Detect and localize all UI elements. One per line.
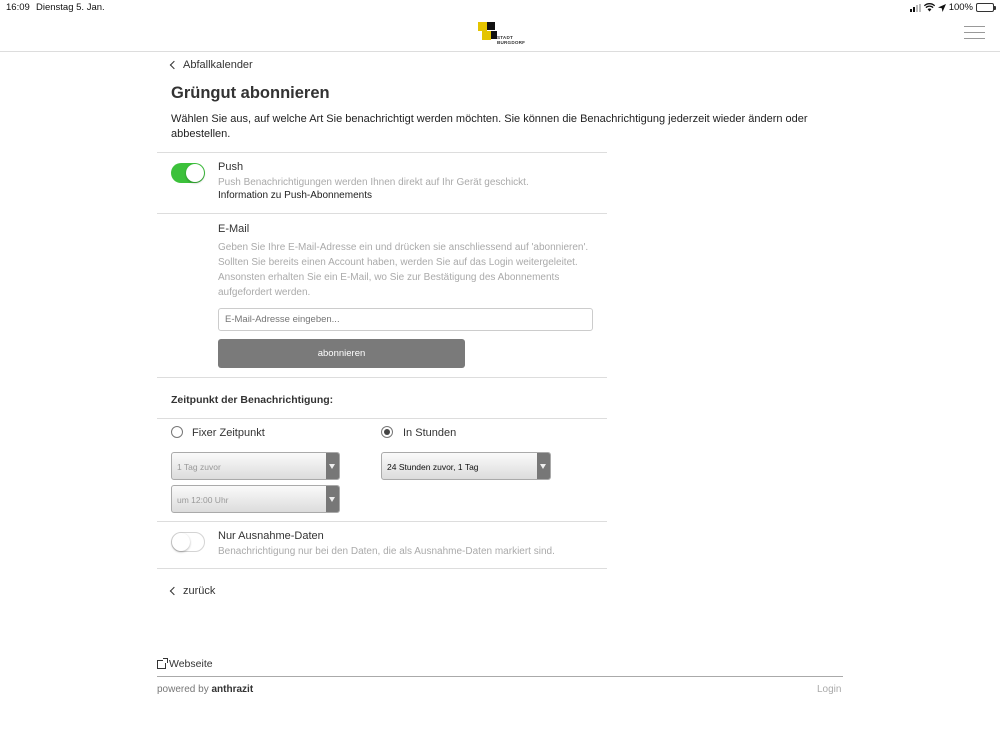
location-icon xyxy=(938,4,946,12)
subscribe-button[interactable]: abonnieren xyxy=(218,339,465,368)
email-input[interactable] xyxy=(218,308,593,331)
select-days-before[interactable] xyxy=(171,452,340,480)
chevron-down-icon xyxy=(326,453,339,479)
select-time-of-day[interactable] xyxy=(171,485,340,513)
select-days-before-value: 1 Tag zuvor xyxy=(177,462,221,472)
app-header xyxy=(0,16,1000,52)
push-info-link[interactable]: Information zu Push-Abonnements xyxy=(218,190,372,201)
exceptions-description: Benachrichtigung nur bei den Daten, die als Ausnahme-Daten markiert sind. xyxy=(218,546,555,557)
logo-text-line2: BURGDORF xyxy=(497,40,526,45)
radio-fixed-time-label[interactable]: Fixer Zeitpunkt xyxy=(192,427,265,439)
email-title: E-Mail xyxy=(218,223,250,235)
page-title: Grüngut abonnieren xyxy=(171,84,330,102)
back-link-bottom[interactable] xyxy=(171,585,215,597)
back-link-abfallkalender[interactable] xyxy=(171,59,253,71)
radio-in-hours[interactable] xyxy=(381,426,393,438)
battery-icon xyxy=(976,3,994,12)
divider xyxy=(157,213,607,214)
chevron-left-icon xyxy=(170,587,178,595)
chevron-down-icon xyxy=(537,453,550,479)
divider xyxy=(157,568,607,569)
chevron-left-icon xyxy=(170,61,178,69)
footer-divider xyxy=(157,676,843,677)
select-hours-before-value: 24 Stunden zuvor, 1 Tag xyxy=(387,462,479,472)
push-description: Push Benachrichtigungen werden Ihnen direkt auf Ihr Gerät geschickt. xyxy=(218,177,529,188)
website-link-label: Webseite xyxy=(169,658,213,670)
status-bar xyxy=(0,0,1000,16)
divider xyxy=(157,521,607,522)
exceptions-toggle[interactable] xyxy=(171,532,205,552)
stadt-burgdorf-logo[interactable] xyxy=(478,22,524,46)
powered-by-brand[interactable]: anthrazit xyxy=(211,684,254,695)
select-time-of-day-value: um 12:00 Uhr xyxy=(177,495,229,505)
email-description: Geben Sie Ihre E-Mail-Adresse ein und drücken sie anschliessend auf 'abonnieren'. Sollten Sie bereits einen Account haben, werden Sie auf das Login weitergeleitet. Ansonsten erhalten Sie ein E-Mail, wo Sie zur Bestätigung des Abonnements aufgefordert werden. xyxy=(218,242,589,298)
exceptions-title: Nur Ausnahme-Daten xyxy=(218,530,324,542)
push-title: Push xyxy=(218,161,244,173)
status-time: 16:09 xyxy=(6,2,30,13)
status-date: Dienstag 5. Jan. xyxy=(36,2,105,13)
website-link[interactable] xyxy=(157,658,213,670)
push-toggle[interactable] xyxy=(171,163,205,183)
intro-text: Wählen Sie aus, auf welche Art Sie benachrichtigt werden möchten. Sie können die Benachrichtigung jederzeit wieder ändern oder abbestellen. xyxy=(171,113,808,140)
timing-label: Zeitpunkt der Benachrichtigung: xyxy=(171,394,334,406)
login-link[interactable]: Login xyxy=(817,684,842,695)
logo-text-line1: STADT xyxy=(497,35,513,40)
wifi-icon xyxy=(924,3,935,12)
hamburger-icon[interactable] xyxy=(964,26,985,40)
signal-icon xyxy=(910,4,921,12)
battery-percent: 100% xyxy=(948,2,973,13)
divider xyxy=(157,152,607,153)
status-indicators xyxy=(910,2,994,13)
radio-in-hours-label[interactable]: In Stunden xyxy=(403,427,457,439)
external-link-icon xyxy=(157,660,166,669)
powered-by-prefix: powered by xyxy=(157,684,209,695)
chevron-down-icon xyxy=(326,486,339,512)
back-link-label: Abfallkalender xyxy=(183,59,253,71)
divider xyxy=(157,418,607,419)
powered-by xyxy=(157,684,253,695)
radio-fixed-time[interactable] xyxy=(171,426,183,438)
back-link-bottom-label: zurück xyxy=(183,585,216,597)
divider xyxy=(157,377,607,378)
select-hours-before[interactable] xyxy=(381,452,551,480)
